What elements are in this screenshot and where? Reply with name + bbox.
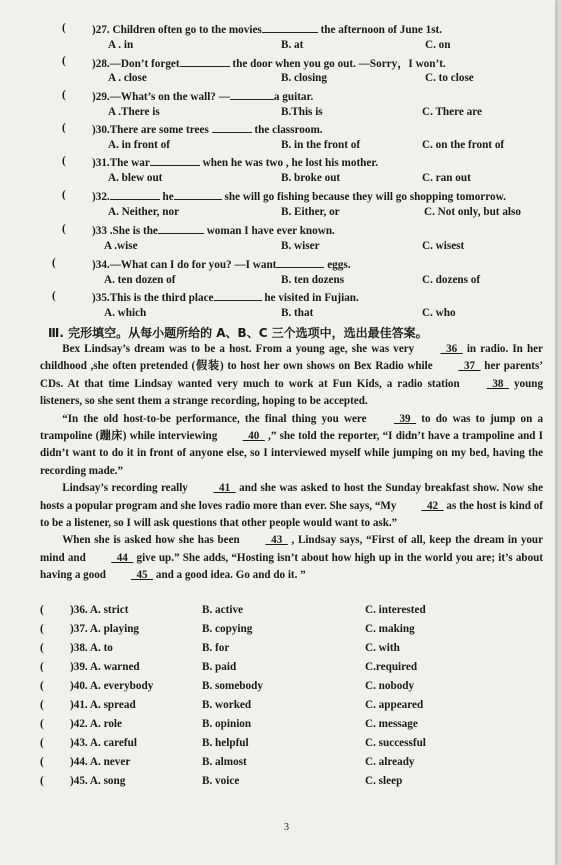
- option-c: C. ran out: [422, 172, 471, 184]
- option-a: A .There is: [108, 106, 160, 118]
- answer-paren: (: [62, 189, 66, 201]
- option-c: C. wisest: [422, 240, 465, 252]
- question-32: )32. he she will go fishing because they will go shopping tomorrow.: [92, 191, 506, 203]
- passage-paragraph: “In the old host-to-be performance, the final thing you were 39 to do was to jump on a trampoline (蹦床) while interviewing 40 ,” she told the reporter, “I didn’t have a trampoline and I didn’t want to do it in front of anyone else, so I interviewed myself while jumping on my bed, having the recording made.”: [40, 412, 543, 477]
- option-c: C. to close: [425, 72, 474, 84]
- cloze-blank: 36: [440, 343, 463, 355]
- option-a: A . in: [108, 39, 134, 51]
- option-c: C. dozens of: [422, 274, 481, 286]
- option-c: C. on: [425, 39, 451, 51]
- question-29: )29.—What’s on the wall? — a guitar.: [92, 91, 314, 103]
- option-c: C. on the front of: [422, 139, 505, 151]
- cloze-blank: 42: [421, 499, 444, 512]
- answer-paren: (: [62, 155, 66, 167]
- cloze-blank: 37: [458, 360, 481, 373]
- option-b: B.This is: [281, 106, 323, 118]
- answer-paren: (: [62, 122, 66, 134]
- answer-paren: (: [62, 22, 66, 34]
- answer-paren: (: [62, 55, 66, 67]
- page-number: 3: [284, 822, 289, 833]
- exam-page: ( )27. Children often go to the movies the afternoon of June 1st. A . in B. at C. on ( )28.—Don’t forget the door when you go out. —Sorry，I won’t. A . close B. closing C. to close ( )29.—What’s on the wall? — a guitar. A .There is B.This is C. There are ( )30.There are some trees the classroom. A. in front of B. in the front of C. on the front of ( )31.The war when he was two , he lost his mother. A. blew out B. broke out C. ran out ( )32. he she will go fishing because they will go shopping tomorrow. A. Neither, nor B. Either, or C. Not only, but also ( )33 .She is the woman I have ever known. A .wise B. wiser C. wisest ( )34.—What can I do for you? —I want eggs. A. ten dozen of B. ten dozens C. dozens of ( )35.This is the third place he visited in Fujian. A. which B. that C. who Ⅲ. 完形填空。从每小题所给的 A、B、C 三个选项中，选出最佳答案。 Bex Lindsay’s dream was to be a host. From a young age, she was very 36 in radio. In her childhood ,she often pretended (假装) to host her own shows on Bex Radio while 37 her parents’ CDs. At that time Lindsay wanted very much to work at Fun Kids, a radio station 38 young listeners, so she sent them a strange recording, hoping to be accepted. “In the old host-to-be performance, the final thing you were 39 to do was to jump on a trampoline (蹦床) while interviewing 40 ,” she told the reporter, “I didn’t have a trampoline and I didn’t want to do it in front of anyone else, so I interviewed myself while jumping on my bed, having the recording made.” Lindsay’s recording really 41 and she was asked to host the Sunday breakfast show. Now she hosts a popular program and she loves radio more than ever. She says, “My 42 as the host is kind of to be a listener, so I will ask questions that other people would want to ask.” When she is asked how she has been 43 , Lindsay says, “First of all, keep the dream in your mind and 44 give up.” She adds, “Hosting isn’t about how high up in the world you are; it’s about having a good 45 and a good idea. Go and do it. ” ( )36. A. strict B. active C. interested ( )37. A. playing B. copying C. making ( )38. A. to B. for C. with ( )39. A. warned B. paid C.required ( )40. A. everybody B. somebody C. nobody ( )41. A. spread B. worked C. appeared ( )42. A. role B. opinion C. message ( )43. A. careful B. helpful C. successful ( )44. A. never B. almost C. already ( )45. A. song B. voice C. sleep 3: [0, 0, 555, 865]
- cloze-blank: 41: [213, 482, 236, 495]
- passage-paragraph: When she is asked how she has been 43 , Lindsay says, “First of all, keep the dream in your mind and 44 give up.” She adds, “Hosting isn’t about how high up in the world you are; it’s about having a good 45 and a good idea. Go and do it. ”: [40, 532, 543, 584]
- option-b: B. at: [281, 39, 304, 51]
- answer-paren: (: [52, 290, 56, 302]
- answer-paren: (: [52, 257, 56, 269]
- passage-paragraph: Lindsay’s recording really 41 and she was asked to host the Sunday breakfast show. Now she hosts a popular program and she loves radio more than ever. She says, “My 42 as the host is kind of to be a listener, so I will ask questions that other people would want to ask.”: [40, 482, 543, 530]
- option-a: A. ten dozen of: [104, 274, 176, 286]
- question-31: )31.The war when he was two , he lost his mother.: [92, 157, 379, 169]
- question-33: )33 .She is the woman I have ever known.: [92, 225, 335, 237]
- option-b: B. that: [281, 307, 314, 319]
- answer-paren: (: [62, 89, 66, 101]
- option-a: A . close: [108, 72, 147, 84]
- passage-paragraph: Bex Lindsay’s dream was to be a host. From a young age, she was very 36 in radio. In her childhood ,she often pretended (假装) to host her own shows on Bex Radio while 37 her parents’ CDs. At that time Lindsay wanted very much to work at Fun Kids, a radio station 38 young listeners, so she sent them a strange recording, hoping to be accepted.: [40, 343, 543, 408]
- question-27: )27. Children often go to the movies the afternoon of June 1st.: [92, 24, 443, 36]
- answer-paren: (: [62, 223, 66, 235]
- option-c: C. There are: [422, 106, 482, 118]
- option-a: A. blew out: [108, 172, 163, 184]
- question-35: )35.This is the third place he visited in Fujian.: [92, 292, 359, 304]
- option-c: C. Not only, but also: [424, 206, 521, 218]
- cloze-blank: 45: [130, 569, 154, 582]
- cloze-passage: [40, 341, 543, 585]
- option-b: B. closing: [281, 72, 328, 84]
- question-30: )30.There are some trees the classroom.: [92, 124, 323, 136]
- cloze-blank: 44: [111, 551, 134, 564]
- option-a: A. in front of: [108, 139, 170, 151]
- option-b: B. ten dozens: [281, 274, 345, 286]
- option-b: B. wiser: [281, 240, 320, 252]
- cloze-blank: 38: [486, 377, 509, 390]
- option-a: A. Neither, nor: [108, 206, 180, 218]
- cloze-blank: 43: [265, 534, 288, 547]
- option-b: B. Either, or: [281, 206, 340, 218]
- option-b: B. broke out: [281, 172, 341, 184]
- section-title: Ⅲ. 完形填空。从每小题所给的 A、B、C 三个选项中，选出最佳答案。: [48, 326, 428, 340]
- option-a: A. which: [104, 307, 147, 319]
- cloze-blank: 39: [393, 412, 417, 425]
- question-34: )34.—What can I do for you? —I want eggs.: [92, 259, 351, 271]
- option-b: B. in the front of: [281, 139, 361, 151]
- option-c: C. who: [422, 307, 456, 319]
- option-a: A .wise: [104, 240, 138, 252]
- cloze-blank: 40: [242, 430, 265, 443]
- question-28: )28.—Don’t forget the door when you go out. —Sorry，I won’t.: [92, 58, 446, 70]
